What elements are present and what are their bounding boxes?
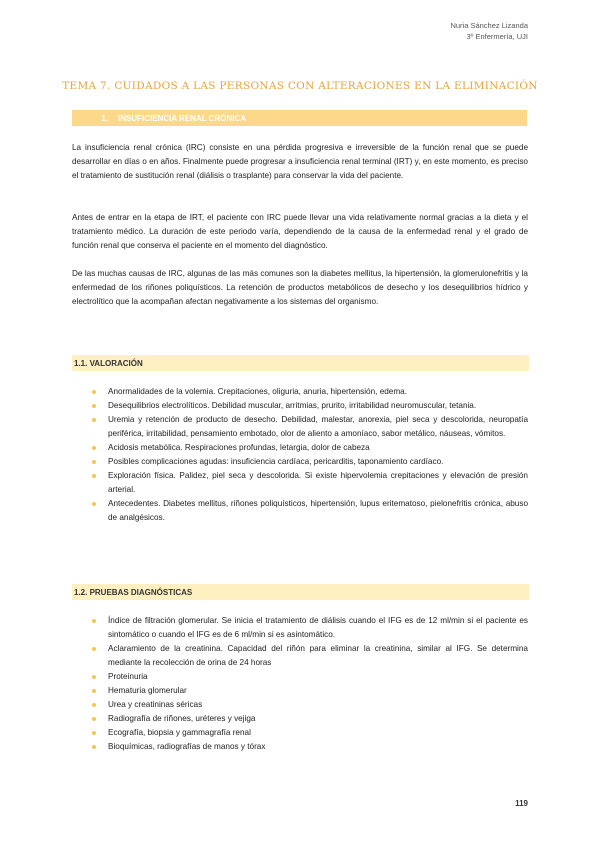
bullet-icon [92, 689, 96, 693]
pruebas-list [92, 614, 528, 754]
bullet-icon [92, 390, 96, 394]
course-name: 3º Enfermería, UJI [466, 32, 528, 41]
bullet-icon [92, 404, 96, 408]
bullet-icon [92, 418, 96, 422]
list-item: Exploración física. Palidez, piel seca y descolorida. Si existe hipervolemia crepitaciones y elevación de presión arterial. [92, 469, 528, 497]
bullet-icon [92, 717, 96, 721]
author-name: Nuria Sánchez Lizanda [450, 21, 528, 30]
chapter-title: TEMA 7. CUIDADOS A LAS PERSONAS CON ALTERACIONES EN LA ELIMINACIÓN [62, 80, 538, 92]
list-item: Bioquímicas, radiografías de manos y tórax [92, 740, 528, 754]
bullet-icon [92, 647, 96, 651]
paragraph-2: Antes de entrar en la etapa de IRT, el paciente con IRC puede llevar una vida relativamente normal gracias a la dieta y el tratamiento médico. La duración de este periodo varía, dependiendo de la causa de la enfermedad renal y el grado de función renal que conserva el paciente en el momento del diagnóstico. [72, 213, 528, 250]
section-heading-1-2 [72, 584, 529, 600]
section-heading-1 [72, 110, 527, 126]
bullet-icon [92, 703, 96, 707]
section-label: 1.2. PRUEBAS DIAGNÓSTICAS [74, 587, 193, 597]
list-item: Aclaramiento de la creatinina. Capacidad del riñón para eliminar la creatinina, similar al IFG. Se determina mediante la recolección de orina de 24 horas [92, 642, 528, 670]
section-label: INSUFICIENCIA RENAL CRÓNICA [118, 113, 247, 123]
valoracion-list [92, 385, 528, 525]
list-item: Desequilibrios electrolíticos. Debilidad muscular, arritmias, prurito, irritabilidad neuromuscular, tetania. [92, 399, 528, 413]
list-item: Ecografía, biopsia y gammagrafía renal [92, 726, 528, 740]
section-heading-1-1 [72, 355, 529, 371]
bullet-icon [92, 731, 96, 735]
bullet-icon [92, 460, 96, 464]
section-label: 1.1. VALORACIÓN [74, 358, 143, 368]
page-header [450, 20, 528, 42]
list-item: Urea y creatininas séricas [92, 698, 528, 712]
bullet-icon [92, 446, 96, 450]
bullet-icon [92, 619, 96, 623]
list-item: Proteinuria [92, 670, 528, 684]
bullet-icon [92, 474, 96, 478]
list-item: Uremia y retención de producto de desecho. Debilidad, malestar, anorexia, piel seca y descolorida, neuropatía periférica, irritabilidad, pensamiento embotado, olor de aliento a amoníaco, sabor metálico, náuseas, vómitos. [92, 413, 528, 441]
list-item: Acidosis metabólica. Respiraciones profundas, letargia, dolor de cabeza [92, 441, 528, 455]
list-item: Radiografía de riñones, uréteres y vejiga [92, 712, 528, 726]
bullet-icon [92, 502, 96, 506]
list-item: Índice de filtración glomerular. Se inicia el tratamiento de diálisis cuando el IFG es de 12 ml/min si el paciente es sintomático o cuando el IFG es de 6 ml/min si es asintomático. [92, 614, 528, 642]
list-item: Anormalidades de la volemia. Crepitaciones, oliguria, anuria, hipertensión, edema. [92, 385, 528, 399]
paragraph-3: De las muchas causas de IRC, algunas de las más comunes son la diabetes mellitus, la hipertensión, la glomerulonefritis y la enfermedad de los riñones poliquísticos. La retención de productos metabólicos de desecho y los desequilibrios hídrico y electrolítico que la acompañan afectan negativamente a los sistemas del organismo. [72, 269, 528, 306]
paragraph-1: La insuficiencia renal crónica (IRC) consiste en una pérdida progresiva e irreversible de la función renal que se puede desarrollar en días o en años. Finalmente puede progresar a insuficiencia renal terminal (IRT) y, en este momento, es preciso el tratamiento de sustitución renal (diálisis o trasplante) para conservar la vida del paciente. [72, 143, 528, 180]
list-item: Antecedentes. Diabetes mellitus, riñones poliquísticos, hipertensión, lupus eritematoso, pielonefritis crónica, abuso de analgésicos. [92, 497, 528, 525]
bullet-icon [92, 745, 96, 749]
list-item: Posibles complicaciones agudas: insuficiencia cardíaca, pericarditis, taponamiento cardíaco. [92, 455, 528, 469]
page-number: 119 [515, 799, 528, 808]
section-number: 1. [101, 113, 108, 123]
list-item: Hematuria glomerular [92, 684, 528, 698]
bullet-icon [92, 675, 96, 679]
